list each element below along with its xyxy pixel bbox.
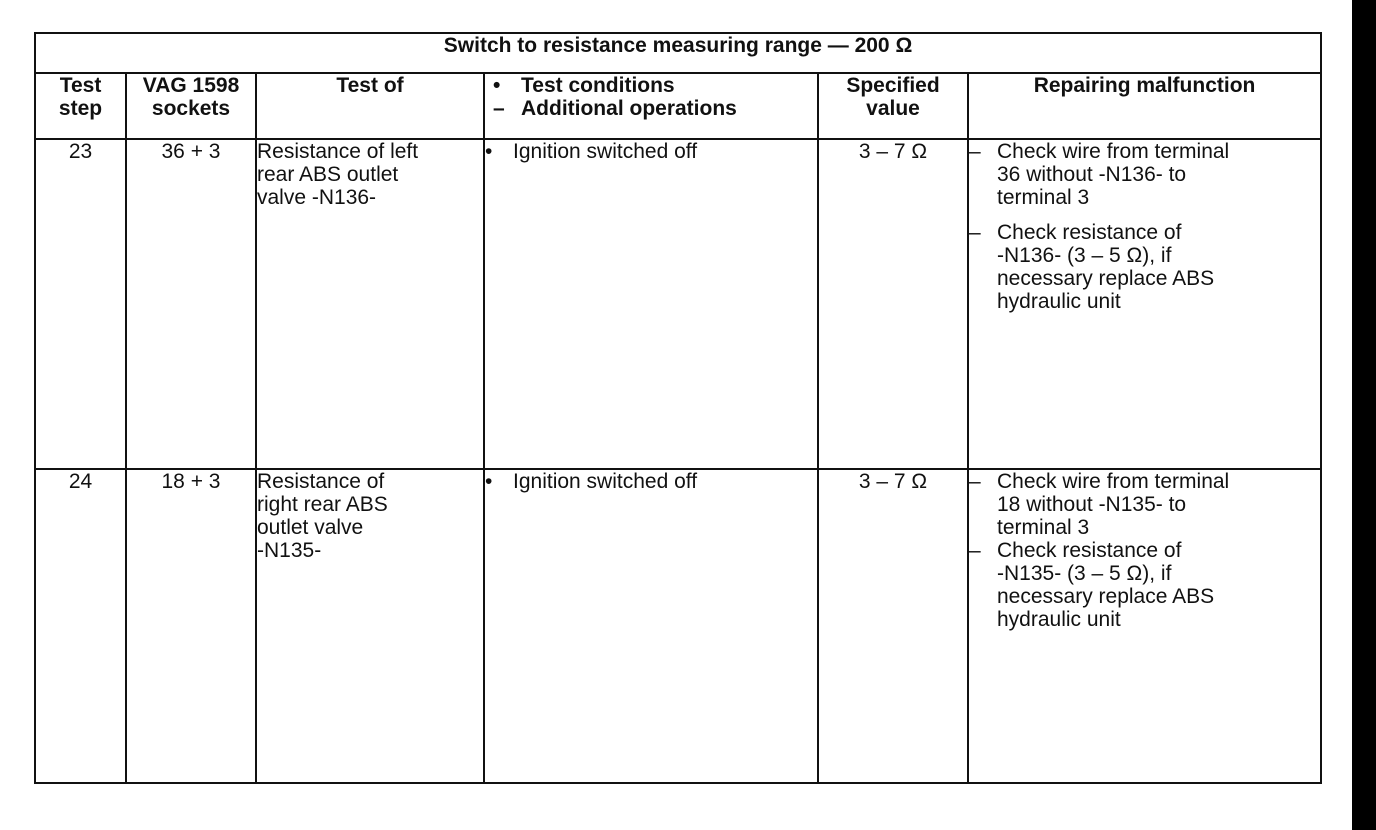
step-cell: 23 xyxy=(35,139,126,469)
table-row xyxy=(35,469,1321,783)
header-conditions: • Test conditions – Additional operations xyxy=(484,73,818,139)
value-cell: 3 – 7 Ω xyxy=(818,469,968,783)
repair-cell xyxy=(968,469,1321,783)
condition-cell: • Ignition switched off xyxy=(484,139,818,469)
step-cell: 24 xyxy=(35,469,126,783)
table-row xyxy=(35,139,1321,469)
repair-item: – Check resistance of -N135- (3 – 5 Ω), if necessary replace ABS hydraulic unit xyxy=(969,539,1215,631)
test-table xyxy=(34,32,1322,784)
repair-item: – Check wire from terminal 36 without -N136- to terminal 3 xyxy=(969,140,1230,209)
header-test-step: Test step xyxy=(35,73,126,139)
header-sockets: VAG 1598 sockets xyxy=(126,73,256,139)
condition-cell: • Ignition switched off xyxy=(484,469,818,783)
test-of-cell: Resistance of left rear ABS outlet valve -N136- xyxy=(256,139,484,469)
sockets-cell: 36 + 3 xyxy=(126,139,256,469)
header-row xyxy=(35,73,1321,139)
header-test-of: Test of xyxy=(256,73,484,139)
repair-cell xyxy=(968,139,1321,469)
header-repair: Repairing malfunction xyxy=(968,73,1321,139)
sockets-cell: 18 + 3 xyxy=(126,469,256,783)
header-specified-value: Specified value xyxy=(818,73,968,139)
value-cell: 3 – 7 Ω xyxy=(818,139,968,469)
repair-item: – Check wire from terminal 18 without -N135- to terminal 3 xyxy=(969,470,1230,539)
table-title: Switch to resistance measuring range — 200 Ω xyxy=(35,33,1321,73)
page-edge-bar xyxy=(1352,0,1376,830)
test-of-cell: Resistance of right rear ABS outlet valve -N135- xyxy=(256,469,484,783)
repair-item: – Check resistance of -N136- (3 – 5 Ω), if necessary replace ABS hydraulic unit xyxy=(969,221,1215,313)
